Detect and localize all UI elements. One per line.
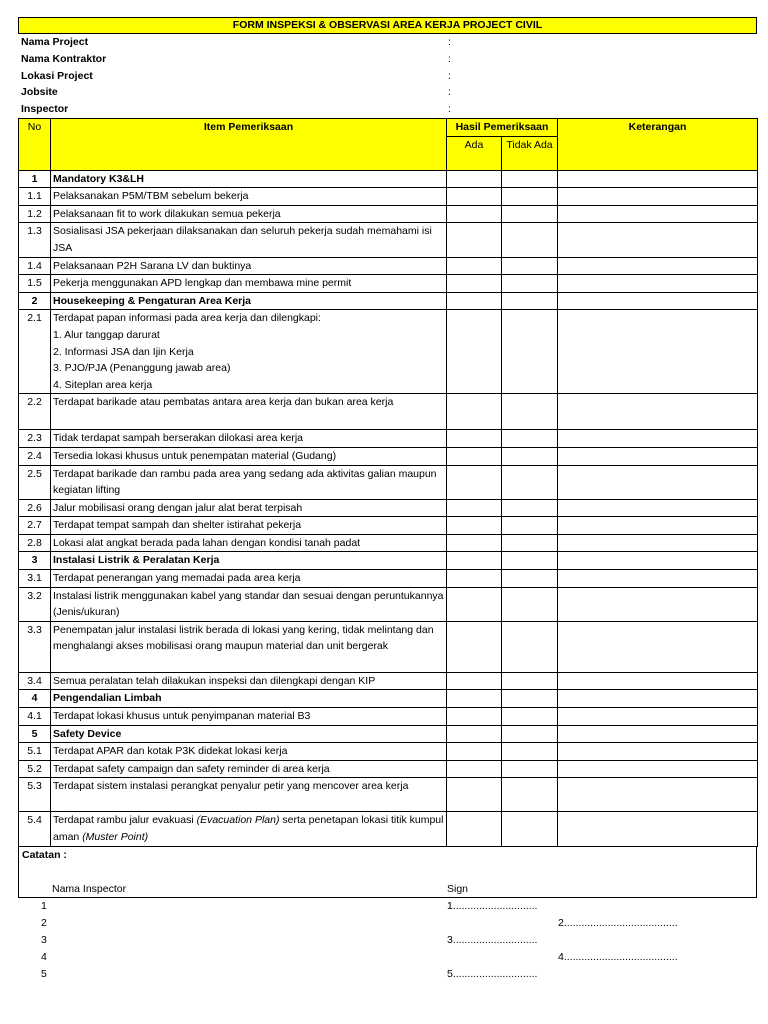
section-title: Mandatory K3&LH	[51, 170, 447, 188]
tidak-ada-cell[interactable]	[502, 170, 558, 188]
item-text: Terdapat sistem instalasi perangkat penyalur petir yang mencover area kerja	[51, 778, 447, 812]
info-row-jobsite	[18, 84, 757, 101]
keterangan-cell[interactable]	[558, 170, 758, 188]
row-number: 5.3	[19, 778, 51, 812]
table-row	[19, 465, 758, 499]
keterangan-cell[interactable]	[558, 257, 758, 275]
item-text: Lokasi alat angkat berada pada lahan dengan kondisi tanah padat	[51, 534, 447, 552]
keterangan-cell[interactable]	[558, 205, 758, 223]
table-row	[19, 760, 758, 778]
ada-cell[interactable]	[447, 310, 502, 394]
tidak-ada-cell[interactable]	[502, 534, 558, 552]
ada-cell[interactable]	[447, 430, 502, 448]
inspector-number: 2	[41, 917, 47, 929]
item-text: Pelaksanaan fit to work dilakukan semua pekerja	[51, 205, 447, 223]
row-number: 1	[19, 170, 51, 188]
ada-cell[interactable]	[447, 587, 502, 621]
form-title: FORM INSPEKSI & OBSERVASI AREA KERJA PROJECT CIVIL	[18, 17, 757, 34]
row-number: 2.8	[19, 534, 51, 552]
item-text: Terdapat rambu jalur evakuasi (Evacuation Plan) serta penetapan lokasi titik kumpul aman (Muster Point)	[51, 812, 447, 846]
sign-line[interactable]: 1.............................	[447, 900, 538, 912]
table-row	[19, 188, 758, 206]
item-text: Jalur mobilisasi orang dengan jalur alat berat terpisah	[51, 499, 447, 517]
header-ada: Ada	[447, 136, 502, 170]
item-text: Penempatan jalur instalasi listrik berada di lokasi yang kering, tidak melintang dan menghalangi akses mobilisasi orang maupun material dan unit bergerak	[51, 621, 447, 672]
item-text: Pelaksanaan P2H Sarana LV dan buktinya	[51, 257, 447, 275]
row-number: 1.2	[19, 205, 51, 223]
info-row-kontraktor	[18, 51, 757, 68]
row-number: 1.4	[19, 257, 51, 275]
item-text: Terdapat barikade atau pembatas antara area kerja dan bukan area kerja	[51, 394, 447, 430]
tidak-ada-cell[interactable]	[502, 447, 558, 465]
tidak-ada-cell[interactable]	[502, 517, 558, 535]
ada-cell[interactable]	[447, 205, 502, 223]
tidak-ada-cell[interactable]	[502, 743, 558, 761]
row-number: 5.1	[19, 743, 51, 761]
item-text: Tidak terdapat sampah berserakan dilokasi area kerja	[51, 430, 447, 448]
keterangan-cell[interactable]	[558, 690, 758, 708]
table-row	[19, 587, 758, 621]
keterangan-cell[interactable]	[558, 812, 758, 846]
table-row	[19, 447, 758, 465]
ada-cell[interactable]	[447, 292, 502, 310]
row-number: 3.3	[19, 621, 51, 672]
ada-cell[interactable]	[447, 223, 502, 257]
tidak-ada-cell[interactable]	[502, 690, 558, 708]
info-colon: :	[448, 36, 451, 48]
table-row	[19, 570, 758, 588]
keterangan-cell[interactable]	[558, 447, 758, 465]
ada-cell[interactable]	[447, 621, 502, 672]
table-row	[19, 812, 758, 846]
inspector-number: 1	[41, 900, 47, 912]
tidak-ada-cell[interactable]	[502, 310, 558, 394]
row-number: 3.2	[19, 587, 51, 621]
info-section	[18, 34, 757, 118]
info-label: Jobsite	[21, 86, 58, 99]
keterangan-cell[interactable]	[558, 292, 758, 310]
header-tidak-ada: Tidak Ada	[502, 136, 558, 170]
tidak-ada-cell[interactable]	[502, 570, 558, 588]
table-row	[19, 257, 758, 275]
item-text: Terdapat APAR dan kotak P3K didekat lokasi kerja	[51, 743, 447, 761]
catatan-box[interactable]: Catatan :	[18, 847, 757, 898]
keterangan-cell[interactable]	[558, 465, 758, 499]
keterangan-cell[interactable]	[558, 223, 758, 257]
header-keterangan: Keterangan	[558, 118, 758, 170]
info-label: Nama Project	[21, 36, 89, 48]
info-colon: :	[448, 52, 451, 65]
row-number: 2.5	[19, 465, 51, 499]
tidak-ada-cell[interactable]	[502, 708, 558, 726]
item-text: Terdapat penerangan yang memadai pada area kerja	[51, 570, 447, 588]
keterangan-cell[interactable]	[558, 587, 758, 621]
table-row	[19, 310, 758, 394]
tidak-ada-cell[interactable]	[502, 587, 558, 621]
item-text: Pelaksanakan P5M/TBM sebelum bekerja	[51, 188, 447, 206]
tidak-ada-cell[interactable]	[502, 621, 558, 672]
tidak-ada-cell[interactable]	[502, 257, 558, 275]
item-text: Terdapat barikade dan rambu pada area yang sedang ada aktivitas galian maupun kegiatan lifting	[51, 465, 447, 499]
table-row	[19, 621, 758, 672]
tidak-ada-cell[interactable]	[502, 812, 558, 846]
info-row-lokasi	[18, 68, 757, 85]
ada-cell[interactable]	[447, 672, 502, 690]
tidak-ada-cell[interactable]	[502, 499, 558, 517]
table-row	[19, 499, 758, 517]
tidak-ada-cell[interactable]	[502, 205, 558, 223]
ada-cell[interactable]	[447, 517, 502, 535]
row-number: 2.2	[19, 394, 51, 430]
row-number: 2.7	[19, 517, 51, 535]
keterangan-cell[interactable]	[558, 517, 758, 535]
section-row	[19, 725, 758, 743]
tidak-ada-cell[interactable]	[502, 188, 558, 206]
item-text: Terdapat tempat sampah dan shelter istirahat pekerja	[51, 517, 447, 535]
tidak-ada-cell[interactable]	[502, 430, 558, 448]
ada-cell[interactable]	[447, 708, 502, 726]
info-colon: :	[448, 103, 451, 116]
ada-cell[interactable]	[447, 760, 502, 778]
ada-cell[interactable]	[447, 570, 502, 588]
table-row	[19, 517, 758, 535]
sign-line[interactable]: 5.............................	[447, 968, 538, 980]
name-inspector-header: Nama Inspector	[52, 883, 127, 895]
tidak-ada-cell[interactable]	[502, 552, 558, 570]
table-row	[19, 430, 758, 448]
section-title: Safety Device	[51, 725, 447, 743]
item-text: Instalasi listrik menggunakan kabel yang standar dan sesuai dengan peruntukannya (Jenis/ukuran)	[51, 587, 447, 621]
table-row	[19, 394, 758, 430]
section-title: Housekeeping & Pengaturan Area Kerja	[51, 292, 447, 310]
header-item: Item Pemeriksaan	[51, 118, 447, 170]
row-number: 3.4	[19, 672, 51, 690]
ada-cell[interactable]	[447, 170, 502, 188]
tidak-ada-cell[interactable]	[502, 292, 558, 310]
ada-cell[interactable]	[447, 725, 502, 743]
keterangan-cell[interactable]	[558, 725, 758, 743]
row-number: 5.4	[19, 812, 51, 846]
keterangan-cell[interactable]	[558, 275, 758, 293]
tidak-ada-cell[interactable]	[502, 223, 558, 257]
section-row	[19, 170, 758, 188]
inspection-table	[18, 118, 758, 847]
keterangan-cell[interactable]	[558, 570, 758, 588]
ada-cell[interactable]	[447, 188, 502, 206]
section-row	[19, 690, 758, 708]
signature-section	[18, 881, 757, 981]
table-row	[19, 275, 758, 293]
table-row	[19, 672, 758, 690]
item-text: Terdapat lokasi khusus untuk penyimpanan material B3	[51, 708, 447, 726]
info-colon: :	[448, 86, 451, 99]
table-row	[19, 743, 758, 761]
info-label: Nama Kontraktor	[21, 52, 107, 65]
sign-header: Sign	[447, 883, 469, 895]
info-label: Inspector	[21, 103, 69, 116]
keterangan-cell[interactable]	[558, 552, 758, 570]
sign-line[interactable]: 2.......................................	[558, 917, 678, 929]
section-title: Instalasi Listrik & Peralatan Kerja	[51, 552, 447, 570]
row-number: 4	[19, 690, 51, 708]
item-text: Terdapat papan informasi pada area kerja dan dilengkapi: 1. Alur tanggap darurat 2. Informasi JSA dan Ijin Kerja 3. PJO/PJA (Penanggung jawab area) 4. Siteplan area kerja	[51, 310, 447, 394]
ada-cell[interactable]	[447, 534, 502, 552]
inspector-number: 5	[41, 968, 47, 980]
ada-cell[interactable]	[447, 394, 502, 430]
tidak-ada-cell[interactable]	[502, 672, 558, 690]
inspector-number: 3	[41, 934, 47, 946]
row-number: 3	[19, 552, 51, 570]
keterangan-cell[interactable]	[558, 188, 758, 206]
item-text: Semua peralatan telah dilakukan inspeksi dan dilengkapi dengan KIP	[51, 672, 447, 690]
tidak-ada-cell[interactable]	[502, 760, 558, 778]
tidak-ada-cell[interactable]	[502, 394, 558, 430]
row-number: 4.1	[19, 708, 51, 726]
row-number: 1.3	[19, 223, 51, 257]
keterangan-cell[interactable]	[558, 499, 758, 517]
tidak-ada-cell[interactable]	[502, 778, 558, 812]
section-title: Pengendalian Limbah	[51, 690, 447, 708]
keterangan-cell[interactable]	[558, 743, 758, 761]
info-row-project	[18, 34, 757, 51]
header-hasil: Hasil Pemeriksaan	[447, 118, 558, 136]
ada-cell[interactable]	[447, 690, 502, 708]
row-number: 2	[19, 292, 51, 310]
keterangan-cell[interactable]	[558, 672, 758, 690]
keterangan-cell[interactable]	[558, 310, 758, 394]
table-row	[19, 708, 758, 726]
sign-line[interactable]: 3.............................	[447, 934, 538, 946]
table-row	[19, 223, 758, 257]
ada-cell[interactable]	[447, 743, 502, 761]
row-number: 5.2	[19, 760, 51, 778]
keterangan-cell[interactable]	[558, 708, 758, 726]
ada-cell[interactable]	[447, 812, 502, 846]
keterangan-cell[interactable]	[558, 534, 758, 552]
row-number: 2.4	[19, 447, 51, 465]
row-number: 1.1	[19, 188, 51, 206]
ada-cell[interactable]	[447, 275, 502, 293]
ada-cell[interactable]	[447, 465, 502, 499]
info-row-inspector	[18, 101, 757, 118]
table-row	[19, 534, 758, 552]
ada-cell[interactable]	[447, 499, 502, 517]
section-row	[19, 292, 758, 310]
keterangan-cell[interactable]	[558, 394, 758, 430]
row-number: 1.5	[19, 275, 51, 293]
item-text: Pekerja menggunakan APD lengkap dan membawa mine permit	[51, 275, 447, 293]
keterangan-cell[interactable]	[558, 430, 758, 448]
ada-cell[interactable]	[447, 447, 502, 465]
tidak-ada-cell[interactable]	[502, 275, 558, 293]
row-number: 2.3	[19, 430, 51, 448]
inspection-form	[18, 17, 757, 898]
tidak-ada-cell[interactable]	[502, 465, 558, 499]
ada-cell[interactable]	[447, 552, 502, 570]
item-text: Sosialisasi JSA pekerjaan dilaksanakan dan seluruh pekerja sudah memahami isi JSA	[51, 223, 447, 257]
inspector-number: 4	[41, 951, 47, 963]
keterangan-cell[interactable]	[558, 760, 758, 778]
section-row	[19, 552, 758, 570]
item-text: Tersedia lokasi khusus untuk penempatan material (Gudang)	[51, 447, 447, 465]
info-label: Lokasi Project	[21, 69, 93, 82]
sign-line[interactable]: 4.......................................	[558, 951, 678, 963]
keterangan-cell[interactable]	[558, 621, 758, 672]
table-row	[19, 205, 758, 223]
tidak-ada-cell[interactable]	[502, 725, 558, 743]
ada-cell[interactable]	[447, 257, 502, 275]
row-number: 2.1	[19, 310, 51, 394]
ada-cell[interactable]	[447, 778, 502, 812]
table-row	[19, 778, 758, 812]
row-number: 2.6	[19, 499, 51, 517]
item-text: Terdapat safety campaign dan safety reminder di area kerja	[51, 760, 447, 778]
keterangan-cell[interactable]	[558, 778, 758, 812]
row-number: 5	[19, 725, 51, 743]
row-number: 3.1	[19, 570, 51, 588]
info-colon: :	[448, 69, 451, 82]
header-no: No	[19, 118, 51, 170]
